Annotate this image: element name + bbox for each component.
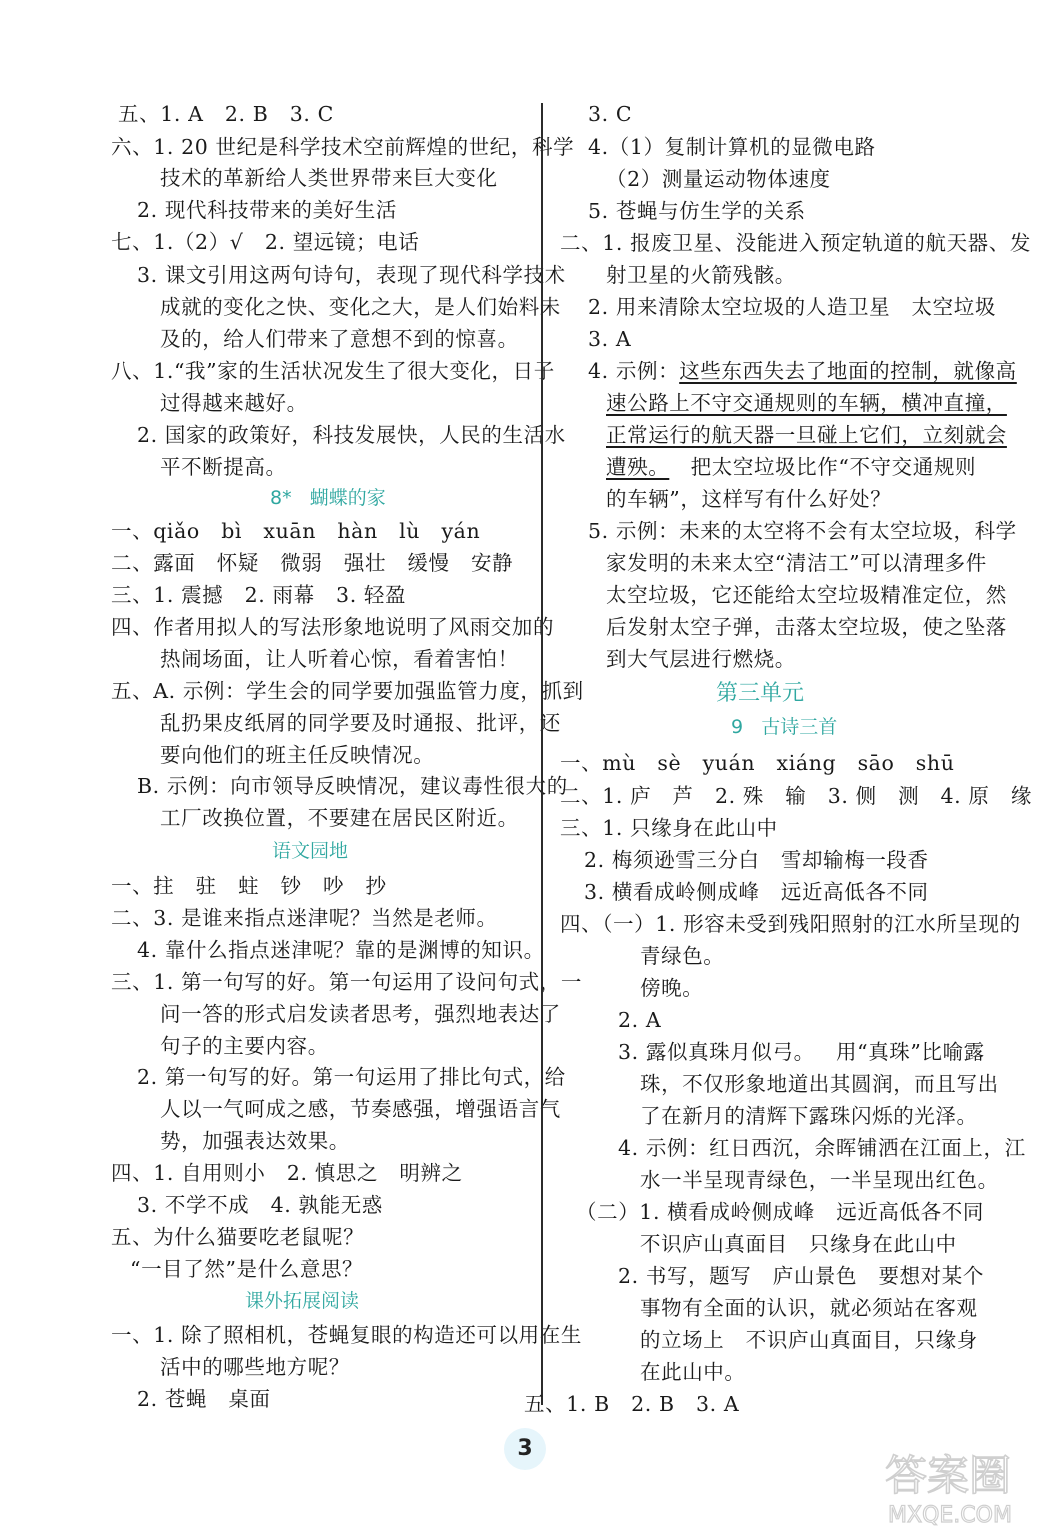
answer-line: 事物有全面的认识，就必须站在客观 [640, 1296, 978, 1320]
watermark-title: 答案圈 [884, 1451, 1012, 1500]
answer-line: 热闹场面，让人听着心惊，看着害怕！ [160, 647, 519, 671]
answer-line: 一、1. 除了照相机，苍蝇复眼的构造还可以用在生 [111, 1323, 582, 1347]
answer-line: 不识庐山真面目 只缘身在此山中 [640, 1232, 957, 1256]
answer-line: 乱扔果皮纸屑的同学要及时通报、批评，还 [160, 711, 561, 735]
answer-line: 三、1. 只缘身在此山中 [560, 816, 778, 840]
answer-line: 4.（1）复制计算机的显微电路 [588, 135, 876, 159]
answer-line: 的立场上 不识庐山真面目，只缘身 [640, 1328, 978, 1352]
answer-line: 太空垃圾，它还能给太空垃圾精准定位，然 [606, 583, 1007, 607]
answer-line: 四、（一）1. 形容未受到残阳照射的江水所呈现的 [560, 912, 1021, 936]
answer-line: 活中的哪些地方呢？ [160, 1355, 350, 1379]
answer-line: 七、1.（2）√ 2. 望远镜；电话 [111, 230, 420, 254]
answer-line: 的车辆”，这样写有什么好处？ [606, 487, 892, 511]
answer-line: 势，加强表达效果。 [160, 1129, 350, 1153]
answer-line: 3. 露似真珠月似弓。 用“真珠”比喻露 [618, 1040, 985, 1064]
answer-line: 要向他们的班主任反映情况。 [160, 743, 435, 767]
lesson-heading: 9 古诗三首 [731, 716, 838, 738]
answer-line: 成就的变化之快、变化之大，是人们始料未 [160, 295, 561, 319]
answer-line: 3. 横看成岭侧成峰 远近高低各不同 [584, 880, 929, 904]
underlined-text: 遭殃。 [606, 455, 670, 479]
answer-line: 二、露面 怀疑 微弱 强壮 缓慢 安静 [111, 551, 514, 575]
answer-line: 人以一气呵成之感，节奏感强，增强语言气 [160, 1097, 561, 1121]
answer-line: 问一答的形式启发读者思考，强烈地表达了 [160, 1002, 561, 1026]
answer-line: 2. 苍蝇 桌面 [137, 1387, 271, 1411]
answer-line: 珠，不仅形象地道出其圆润，而且写出 [640, 1072, 999, 1096]
answer-line: 二、1. 报废卫星、没能进入预定轨道的航天器、发 [560, 231, 1031, 255]
answer-line: 二、3. 是谁来指点迷津呢？当然是老师。 [111, 906, 498, 930]
answer-line: 一、qiǎo bì xuān hàn lù yán [111, 519, 481, 543]
underlined-text: 速公路上不守交通规则的车辆，横冲直撞， [606, 391, 1007, 415]
answer-line: 八、1.“我”家的生活状况发生了很大变化，日子 [111, 359, 555, 383]
answer-line: 五、A. 示例：学生会的同学要加强监管力度，抓到 [111, 679, 584, 703]
underlined-text: 正常运行的航天器一旦碰上它们，立刻就会 [606, 423, 1007, 447]
answer-line: 句子的主要内容。 [160, 1034, 329, 1058]
answer-line: 技术的革新给人类世界带来巨大变化 [160, 166, 498, 190]
page-number: 3 [504, 1428, 546, 1470]
section-heading: 语文园地 [272, 840, 349, 862]
answer-line: 了在新月的清辉下露珠闪烁的光泽。 [640, 1104, 978, 1128]
answer-line: 五、1. A 2. B 3. C [118, 102, 334, 126]
answer-line: 2. 现代科技带来的美好生活 [137, 198, 397, 222]
answer-line: 2. 国家的政策好，科技发展快，人民的生活水 [137, 423, 566, 447]
answer-line [588, 361, 1017, 382]
answer-line: 工厂改换位置，不要建在居民区附近。 [160, 806, 519, 830]
answer-prefix: 4. 示例： [588, 359, 680, 383]
answer-line: 傍晚。 [640, 976, 704, 1000]
answer-line: B. 示例：向市领导反映情况，建议毒性很大的 [137, 774, 568, 798]
answer-line: 四、作者用拟人的写法形象地说明了风雨交加的 [111, 615, 555, 639]
answer-line: 三、1. 第一句写的好。第一句运用了设问句式，一 [111, 970, 582, 994]
answer-line: 2. 书写，题写 庐山景色 要想对某个 [618, 1264, 984, 1288]
answer-line: 到大气层进行燃烧。 [606, 647, 796, 671]
answer-line: “一目了然”是什么意思？ [130, 1257, 364, 1281]
answer-line: 过得越来越好。 [160, 391, 308, 415]
answer-line: 五、为什么猫要吃老鼠呢？ [111, 1225, 365, 1249]
answer-line [606, 457, 976, 478]
answer-line: （2）测量运动物体速度 [606, 167, 831, 191]
column-divider [541, 103, 543, 1405]
section-heading: 课外拓展阅读 [245, 1290, 360, 1312]
lesson-heading: 8* 蝴蝶的家 [270, 487, 386, 509]
answer-line: 家发明的未来太空“清洁工”可以清理多件 [606, 551, 987, 575]
watermark-url: MXQE.COM [888, 1503, 1012, 1528]
answer-line: 5. 苍蝇与仿生学的关系 [588, 199, 806, 223]
answer-line: 2. A [618, 1008, 662, 1032]
answer-text: 把太空垃圾比作“不守交通规则 [669, 455, 977, 479]
answer-line: 四、1. 自用则小 2. 慎思之 明辨之 [111, 1161, 463, 1185]
answer-line: 及的，给人们带来了意想不到的惊喜。 [160, 327, 519, 351]
unit-heading: 第三单元 [716, 681, 805, 706]
answer-line: 3. 不学不成 4. 孰能无惑 [137, 1193, 383, 1217]
answer-line: 水一半呈现青绿色，一半呈现出红色。 [640, 1168, 999, 1192]
answer-line: 后发射太空子弹，击落太空垃圾，使之坠落 [606, 615, 1007, 639]
watermark-logo [860, 1440, 1040, 1530]
answer-line: 青绿色。 [640, 944, 725, 968]
answer-line: 2. 用来清除太空垃圾的人造卫星 太空垃圾 [588, 295, 996, 319]
answer-line: 3. A [588, 327, 632, 351]
answer-line: 3. 课文引用这两句诗句，表现了现代科学技术 [137, 263, 566, 287]
answer-line: 一、mù sè yuán xiáng sāo shū [560, 751, 955, 775]
underlined-text: 这些东西失去了地面的控制，就像高 [679, 359, 1017, 383]
answer-line: 射卫星的火箭残骸。 [606, 263, 796, 287]
answer-line: 4. 靠什么指点迷津呢？靠的是渊博的知识。 [137, 938, 545, 962]
answer-line: 5. 示例：未来的太空将不会有太空垃圾，科学 [588, 519, 1017, 543]
answer-line: 二、1. 庐 芦 2. 殊 输 3. 侧 测 4. 原 缘 [560, 784, 1032, 808]
answer-line: 六、1. 20 世纪是科学技术空前辉煌的世纪，科学 [111, 135, 575, 159]
answer-line: 2. 第一句写的好。第一句运用了排比句式，给 [137, 1065, 566, 1089]
answer-line: 在此山中。 [640, 1360, 746, 1384]
answer-line: 五、1. B 2. B 3. A [524, 1392, 740, 1416]
answer-line: 4. 示例：红日西沉，余晖铺洒在江面上，江 [618, 1136, 1026, 1160]
answer-line: 2. 梅须逊雪三分白 雪却输梅一段香 [584, 848, 929, 872]
answer-line: 一、拄 驻 蛀 钞 吵 抄 [111, 874, 387, 898]
answer-line: 平不断提高。 [160, 455, 287, 479]
answer-line: 三、1. 震撼 2. 雨幕 3. 轻盈 [111, 583, 407, 607]
answer-line: 3. C [588, 102, 633, 126]
answer-line: （二）1. 横看成岭侧成峰 远近高低各不同 [576, 1200, 984, 1224]
